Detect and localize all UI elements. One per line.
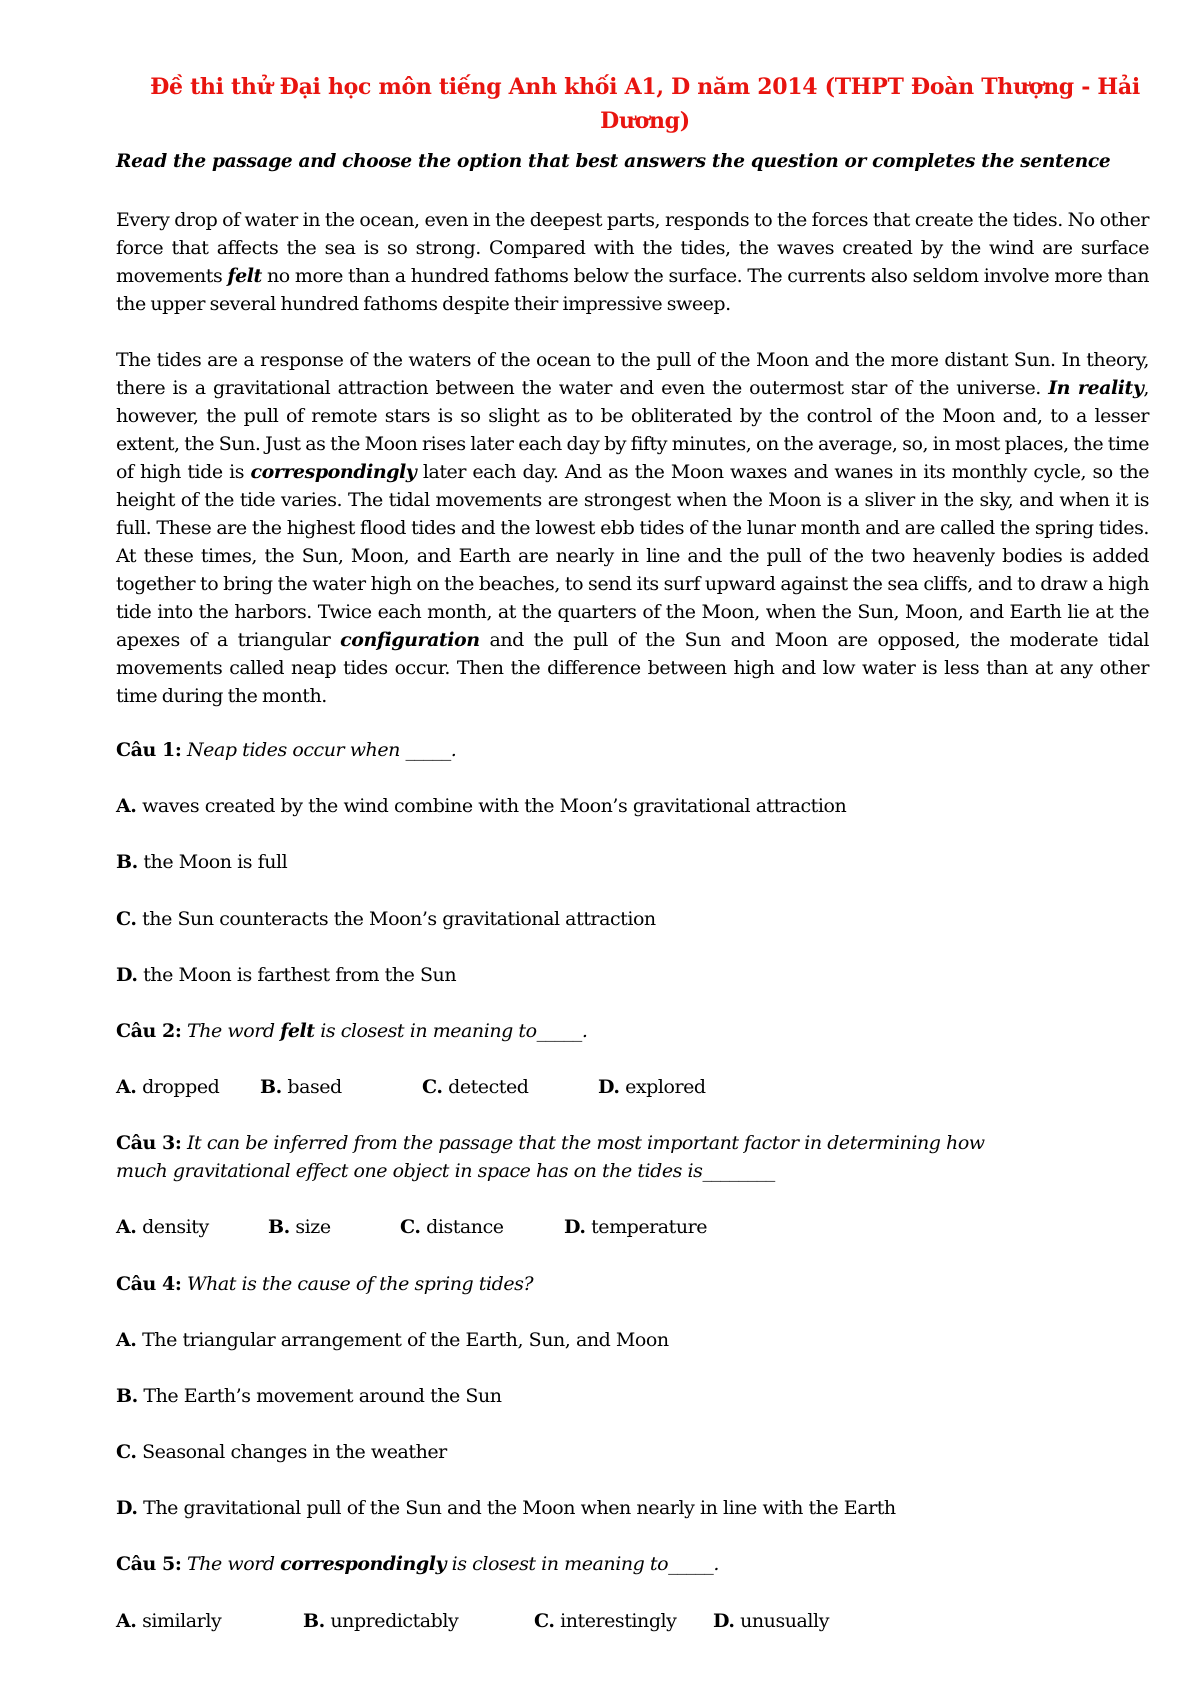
option-text: the Moon is farthest from the Sun [143, 964, 457, 986]
question-text-part: The word [187, 1020, 281, 1042]
option-text: explored [625, 1076, 706, 1098]
question-label: Câu 5: [116, 1553, 182, 1575]
q1-option-a [116, 792, 1166, 820]
option-text: size [295, 1216, 331, 1238]
option-text: The triangular arrangement of the Earth, Sun, and Moon [142, 1329, 669, 1351]
q1-option-c [116, 905, 1166, 933]
q2-option-d [598, 1073, 706, 1101]
question-keyword: felt [280, 1020, 315, 1042]
q5-option-a [116, 1607, 221, 1635]
question-text-part: is closest in meaning to_____. [314, 1020, 588, 1042]
option-label: B. [268, 1216, 290, 1238]
question-4 [116, 1270, 1166, 1298]
option-label: A. [116, 1610, 137, 1632]
q4-option-b [116, 1382, 1166, 1410]
option-text: dropped [142, 1076, 220, 1098]
q1-option-d [116, 961, 1166, 989]
option-text: the Sun counteracts the Moon’s gravitational attraction [142, 908, 656, 930]
option-label: A. [116, 1076, 137, 1098]
option-text: based [287, 1076, 342, 1098]
page-title: Đề thi thử Đại học môn tiếng Anh khối A1, D năm 2014 (THPT Đoàn Thượng - Hải Dương) [150, 74, 1140, 134]
passage-paragraph-2 [116, 346, 1149, 710]
question-label: Câu 3: [116, 1132, 182, 1154]
instruction: Read the passage and choose the option that best answers the question or completes the sentence [116, 151, 1111, 172]
option-label: C. [534, 1610, 555, 1632]
question-keyword: correspondingly [280, 1553, 447, 1575]
keyword-configuration: configuration [340, 629, 480, 651]
q3-option-d [564, 1213, 707, 1241]
option-label: C. [400, 1216, 421, 1238]
option-text: unusually [740, 1610, 829, 1632]
passage-text: , however, the pull of remote stars is so slight as to be obliterated by the control of the Moon and, to a lesser extent, the Sun. Just as the Moon rises later each day by fifty minutes, on the average, so, in most places, the time of high tide is [116, 377, 1149, 483]
q5-option-c [534, 1607, 676, 1635]
question-1 [116, 736, 1166, 764]
option-label: C. [116, 1441, 137, 1463]
question-text [187, 1553, 719, 1575]
option-label: D. [598, 1076, 620, 1098]
option-text: distance [426, 1216, 504, 1238]
q2-option-c [422, 1073, 528, 1101]
option-text: similarly [142, 1610, 222, 1632]
option-text: The gravitational pull of the Sun and the Moon when nearly in line with the Earth [143, 1497, 896, 1519]
passage-text: later each day. And as the Moon waxes and wanes in its monthly cycle, so the height of the tide varies. The tidal movements are strongest when the Moon is a sliver in the sky, and when it is full. These are the highest flood tides and the lowest ebb tides of the lunar month and are called the spring tides. At these times, the Sun, Moon, and Earth are nearly in line and the pull of the two heavenly bodies is added together to bring the water high on the beaches, to send its surf upward against the sea cliffs, and to draw a high tide into the harbors. Twice each month, at the quarters of the Moon, when the Sun, Moon, and Earth lie at the apexes of a triangular [116, 461, 1150, 651]
question-text: much gravitational effect one object in space has on the tides is________ [116, 1160, 775, 1182]
question-2 [116, 1017, 1166, 1045]
option-text: unpredictably [330, 1610, 459, 1632]
option-text: waves created by the wind combine with the Moon’s gravitational attraction [142, 795, 847, 817]
option-label: A. [116, 1216, 137, 1238]
q2-option-b [260, 1073, 342, 1101]
question-text: It can be inferred from the passage that the most important factor in determining how [187, 1132, 985, 1154]
option-text: interestingly [560, 1610, 677, 1632]
passage-text: no more than a hundred fathoms below the surface. The currents also seldom involve more than the upper several hundred fathoms despite their impressive sweep. [116, 265, 1150, 315]
option-text: detected [448, 1076, 529, 1098]
option-label: C. [116, 908, 137, 930]
keyword-correspondingly: correspondingly [250, 461, 417, 483]
question-text: Neap tides occur when _____. [187, 739, 457, 761]
q3-option-a [116, 1213, 209, 1241]
option-text: Seasonal changes in the weather [142, 1441, 447, 1463]
option-label: A. [116, 795, 137, 817]
q1-option-b [116, 848, 1166, 876]
q4-option-d [116, 1494, 1166, 1522]
q4-option-a [116, 1326, 1166, 1354]
option-label: B. [260, 1076, 282, 1098]
q5-option-d [713, 1607, 829, 1635]
option-text: temperature [591, 1216, 708, 1238]
question-5 [116, 1550, 1166, 1578]
passage-text: The tides are a response of the waters of the ocean to the pull of the Moon and the more distant Sun. In theory, there is a gravitational attraction between the water and even the outermost star of the universe. [116, 349, 1149, 399]
question-label: Câu 1: [116, 739, 182, 761]
q5-option-b [303, 1607, 458, 1635]
option-label: D. [116, 1497, 138, 1519]
question-label: Câu 4: [116, 1273, 182, 1295]
option-label: D. [713, 1610, 735, 1632]
option-label: B. [303, 1610, 325, 1632]
question-label: Câu 2: [116, 1020, 182, 1042]
keyword-felt: felt [227, 265, 262, 287]
keyword-in-reality: In reality [1048, 377, 1144, 399]
question-3 [116, 1129, 1166, 1157]
q4-option-c [116, 1438, 1166, 1466]
q3-option-c [400, 1213, 504, 1241]
option-label: B. [116, 851, 138, 873]
passage-paragraph-1 [116, 206, 1149, 318]
question-text: What is the cause of the spring tides? [187, 1273, 534, 1295]
option-label: D. [564, 1216, 586, 1238]
q2-option-a [116, 1073, 219, 1101]
q3-option-b [268, 1213, 331, 1241]
passage-text: and the pull of the Sun and Moon are opposed, the moderate tidal movements called neap tides occur. Then the difference between high and low water is less than at any other time during the month. [116, 629, 1149, 707]
option-label: D. [116, 964, 138, 986]
question-text-part: is closest in meaning to_____. [446, 1553, 719, 1575]
question-text-part: The word [187, 1553, 281, 1575]
passage-text: Every drop of water in the ocean, even in the deepest parts, responds to the forces that create the tides. No other force that affects the sea is so strong. Compared with the tides, the waves created by the wind are surface movements [116, 209, 1149, 287]
option-text: density [142, 1216, 209, 1238]
option-label: B. [116, 1385, 138, 1407]
question-3-line-2 [116, 1157, 1166, 1185]
option-text: The Earth’s movement around the Sun [143, 1385, 502, 1407]
option-text: the Moon is full [143, 851, 288, 873]
option-label: C. [422, 1076, 443, 1098]
option-label: A. [116, 1329, 137, 1351]
question-text [187, 1020, 587, 1042]
